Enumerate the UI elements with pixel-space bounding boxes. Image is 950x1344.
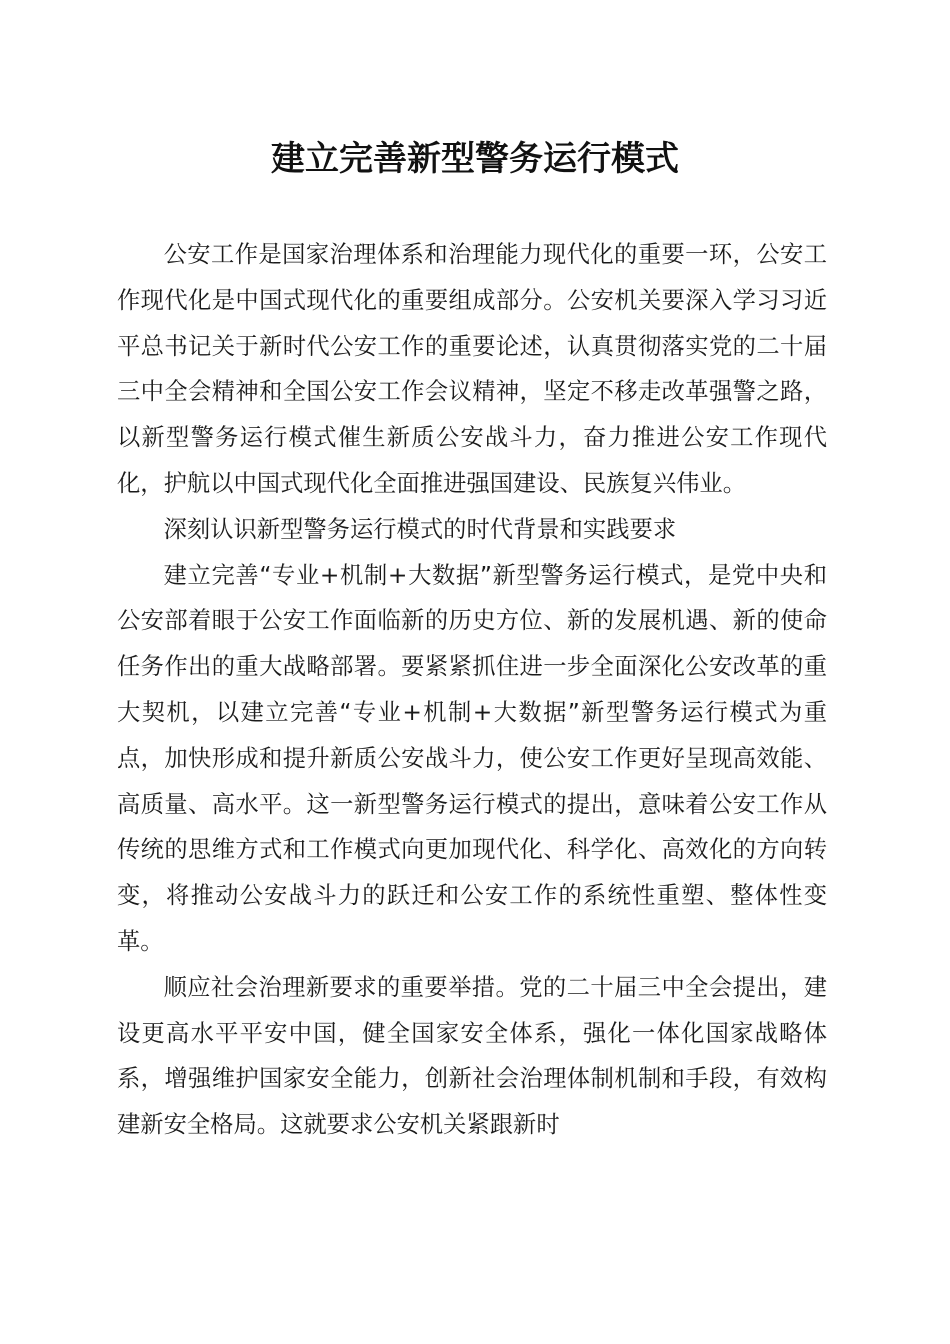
paragraph-background: 建立完善“专业+机制+大数据”新型警务运行模式，是党中央和公安部着眼于公安工作面临新的历史方位、新的发展机遇、新的使命任务作出的重大战略部署。要紧紧抓住进一步全面深化公安改革的重大契机，以建立完善“专业+机制+大数据”新型警务运行模式为重点，加快形成和提升新质公安战斗力，使公安工作更好呈现高效能、高质量、高水平。这一新型警务运行模式的提出，意味着公安工作从传统的思维方式和工作模式向更加现代化、科学化、高效化的方向转变，将推动公安战斗力的跃迁和公安工作的系统性重塑、整体性变革。 (117, 561, 827, 955)
paragraph-social-governance: 顺应社会治理新要求的重要举措。党的二十届三中全会提出，建设更高水平平安中国，健全国家安全体系，强化一体化国家战略体系，增强维护国家安全能力，创新社会治理体制机制和手段，有效构建新安全格局。这就要求公安机关紧跟新时 (117, 973, 827, 1139)
section-heading: 深刻认识新型警务运行模式的时代背景和实践要求 (163, 515, 677, 543)
paragraph-intro: 公安工作是国家治理体系和治理能力现代化的重要一环，公安工作现代化是中国式现代化的重要组成部分。公安机关要深入学习习近平总书记关于新时代公安工作的重要论述，认真贯彻落实党的二十届三中全会精神和全国公安工作会议精神，坚定不移走改革强警之路，以新型警务运行模式催生新质公安战斗力，奋力推进公安工作现代化，护航以中国式现代化全面推进强国建设、民族复兴伟业。 (117, 241, 827, 497)
document-body (117, 232, 827, 1148)
document-title: 建立完善新型警务运行模式 (271, 139, 679, 179)
